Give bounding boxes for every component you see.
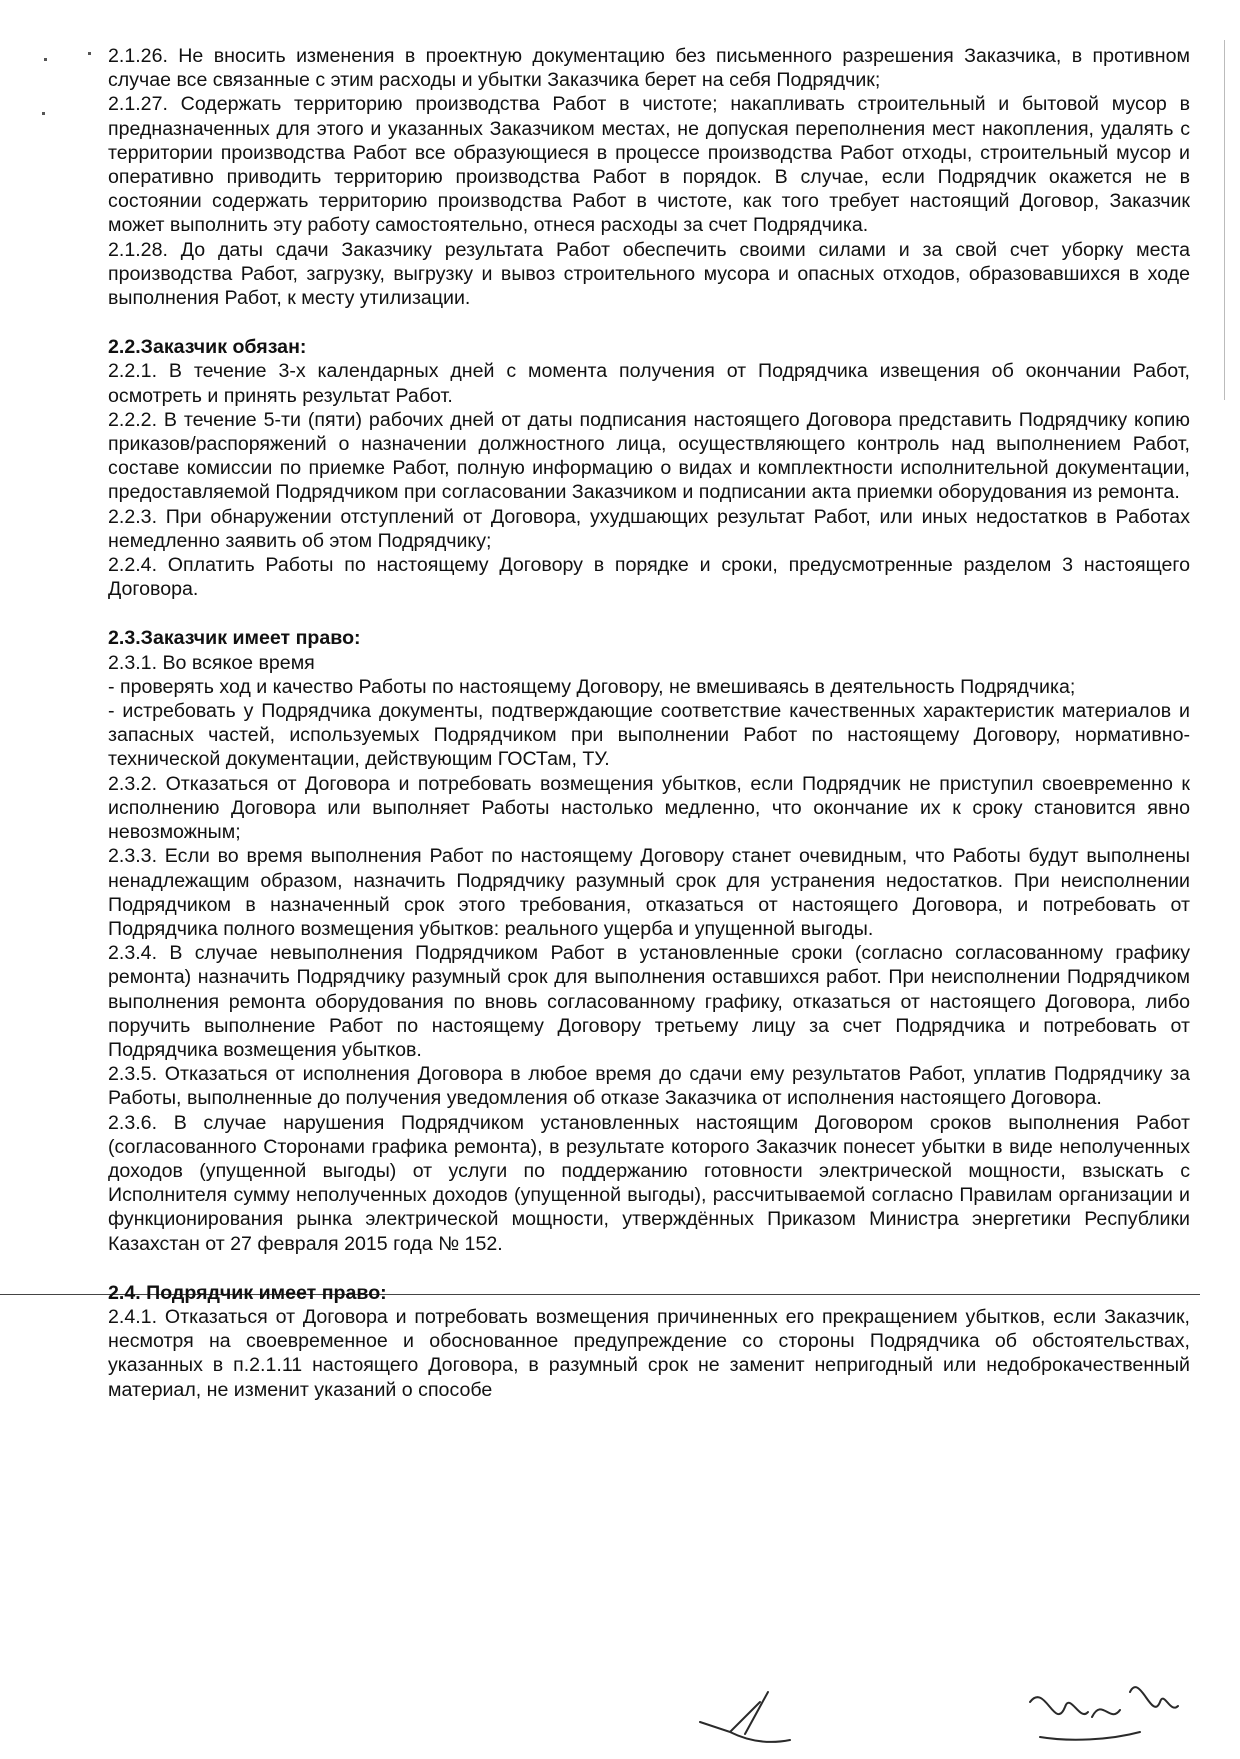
- clause-2-3-4: 2.3.4. В случае невыполнения Подрядчиком Работ в установленные сроки (согласно согласованному графику ремонта) назначить Подрядчику разумный срок для выполнения оставшихся работ. При неисполнении Подрядчиком выполнения ремонта оборудования по вновь согласованному графику, отказаться от настоящего Договора, либо поручить выполнение Работ по настоящему Договору третьему лицу за счет Подрядчика и потребовать от Подрядчика возмещения убытков.: [108, 942, 1190, 1061]
- clause-2-1-26: 2.1.26. Не вносить изменения в проектную документацию без письменного разрешения Заказчика, в противном случае все связанные с этим расходы и убытки Заказчика берет на себя Подрядчик;: [108, 45, 1190, 92]
- scan-speck: [88, 52, 91, 55]
- signature-left: [700, 1692, 790, 1742]
- section-2-4-heading: 2.4. Подрядчик имеет право:: [108, 1281, 387, 1304]
- scan-speck: [44, 58, 47, 61]
- clause-2-2-4: 2.2.4. Оплатить Работы по настоящему Договору в порядке и сроки, предусмотренные разделом 3 настоящего Договора.: [108, 554, 1190, 601]
- section-2-2-heading: 2.2.Заказчик обязан:: [108, 336, 307, 359]
- clause-2-3-2: 2.3.2. Отказаться от Договора и потребовать возмещения убытков, если Подрядчик не приступил своевременно к исполнению Договора или выполняет Работы настолько медленно, что окончание их к сроку становится явно невозможным;: [108, 772, 1190, 844]
- section-2-3-heading: 2.3.Заказчик имеет право:: [108, 627, 361, 650]
- clause-2-2-3: 2.2.3. При обнаружении отступлений от Договора, ухудшающих результат Работ, или иных недостатков в Работах немедленно заявить об этом Подрядчику;: [108, 505, 1190, 552]
- clause-2-3-6: 2.3.6. В случае нарушения Подрядчиком установленных настоящим Договором сроков выполнения Работ (согласованного Сторонами графика ремонта), в результате которого Заказчик понесет убытки в виде неполученных доходов (упущенной выгоды) от услуги по поддержанию готовности электрической мощности, взыскать с Исполнителя сумму неполученных доходов (упущенной выгоды), рассчитываемой согласно Правилам организации и функционирования рынка электрической мощности, утверждённых Приказом Министра энергетики Республики Казахстан от 27 февраля 2015 года № 152.: [108, 1111, 1190, 1255]
- clause-2-3-5: 2.3.5. Отказаться от исполнения Договора в любое время до сдачи ему результатов Работ, уплатив Подрядчику за Работы, выполненные до получения уведомления об отказе Заказчика от исполнения настоящего Договора.: [108, 1063, 1190, 1110]
- clause-2-3-1: 2.3.1. Во всякое время: [108, 651, 315, 674]
- clause-2-3-1-item-2: - истребовать у Подрядчика документы, подтверждающие соответствие качественных характеристик материалов и запасных частей, используемых Подрядчиком при выполнении Работ по настоящему Договору, нормативно-технической документации, действующим ГОСТам, ТУ.: [108, 700, 1190, 771]
- clause-2-1-28: 2.1.28. До даты сдачи Заказчику результата Работ обеспечить своими силами и за свой счет уборку места производства Работ, загрузку, выгрузку и вывоз строительного мусора и опасных отходов, образовавшихся в ходе выполнения Работ, к месту утилизации.: [108, 238, 1190, 310]
- signature-area: [690, 1662, 1190, 1754]
- document-page: [108, 44, 1190, 1402]
- scan-edge-mark: [1224, 40, 1225, 400]
- clause-2-2-2: 2.2.2. В течение 5-ти (пяти) рабочих дней от даты подписания настоящего Договора представить Подрядчику копию приказов/распоряжений о назначении должностного лица, осуществляющего контроль над выполнением Работ, составе комиссии по приемке Работ, полную информацию о видах и комплектности исполнительной документации, предоставляемой Подрядчиком при согласовании Заказчиком и подписании акта приемки оборудования из ремонта.: [108, 408, 1190, 504]
- scan-speck: [42, 112, 45, 115]
- clause-2-2-1: 2.2.1. В течение 3-х календарных дней с момента получения от Подрядчика извещения об окончании Работ, осмотреть и принять результат Работ.: [108, 360, 1190, 407]
- clause-2-4-1: 2.4.1. Отказаться от Договора и потребовать возмещения причиненных его прекращением убытков, если Заказчик, несмотря на своевременное и обоснованное предупреждение со стороны Подрядчика об обстоятельствах, указанных в п.2.1.11 настоящего Договора, в разумный срок не заменит непригодный или недоброкачественный материал, не изменит указаний о способе: [108, 1305, 1190, 1401]
- clause-2-3-3: 2.3.3. Если во время выполнения Работ по настоящему Договору станет очевидным, что Работы будут выполнены ненадлежащим образом, назначить Подрядчику разумный срок для устранения недостатков. При неисполнении Подрядчиком в назначенный срок этого требования, отказаться от настоящего Договора, и потребовать от Подрядчика полного возмещения убытков: реального ущерба и упущенной выгоды.: [108, 845, 1190, 940]
- clause-2-1-27: 2.1.27. Содержать территорию производства Работ в чистоте; накапливать строительный и бытовой мусор в предназначенных для этого и указанных Заказчиком местах, не допуская переполнения мест накопления, удалять с территории производства Работ все образующиеся в процессе производства Работ отходы, строительный мусор и оперативно приводить территорию производства Работ в порядок. В случае, если Подрядчик окажется не в состоянии содержать территорию производства Работ в чистоте, как того требует настоящий Договор, Заказчик может выполнить эту работу самостоятельно, отнеся расходы за счет Подрядчика.: [108, 93, 1190, 237]
- signature-right: [1030, 1687, 1178, 1740]
- clause-2-3-1-item-1: - проверять ход и качество Работы по настоящему Договору, не вмешиваясь в деятельность Подрядчика;: [108, 675, 1076, 698]
- handwritten-signatures: [690, 1662, 1190, 1754]
